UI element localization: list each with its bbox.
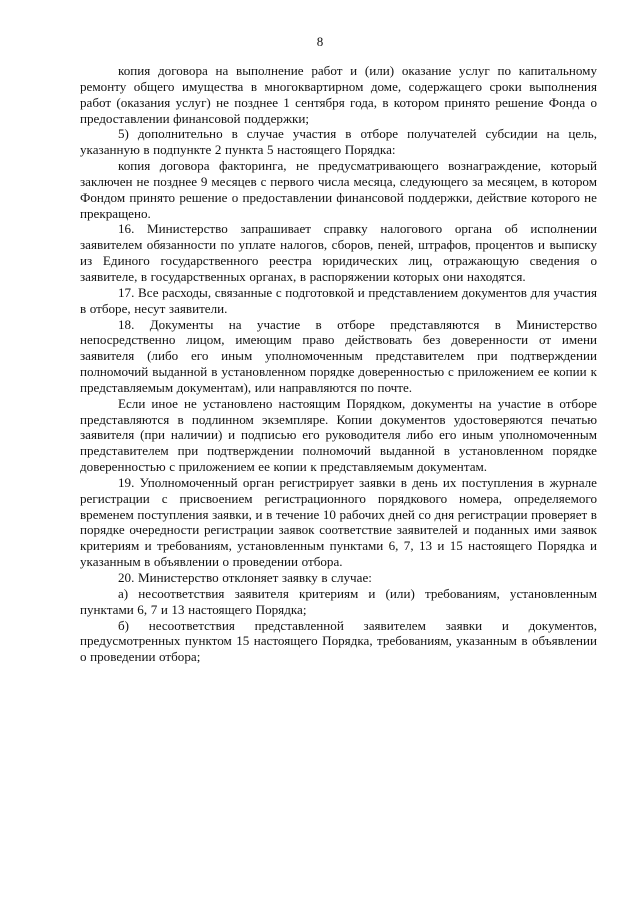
paragraph-contract-copy: копия договора на выполнение работ и (или) оказание услуг по капитальному ремонту общего имущества в многоквартирном доме, содержащего сроки выполнения работ (оказания услуг) не позднее 1 сентября года, в котором принято решение Фонда о предоставлении финансовой поддержки; [80,63,597,126]
paragraph-clause-20-b: б) несоответствия представленной заявителем заявки и документов, предусмотренных пунктом 15 настоящего Порядка, требованиям, указанным в объявлении о проведении отбора; [80,617,597,665]
paragraph-clause-16: 16. Министерство запрашивает справку налогового органа об исполнении заявителем обязанности по уплате налогов, сборов, пеней, штрафов, процентов и выписку из Единого государственного реестра юридических лиц, отражающую сведения о заявителе, в государственных органах, в распоряжении которых они находятся. [80,221,597,284]
paragraph-clause-19: 19. Уполномоченный орган регистрирует заявки в день их поступления в журнале регистрации с присвоением регистрационного порядкового номера, определяемого временем поступления заявки, и в течение 10 рабочих дней со дня регистрации проверяет в порядке очередности регистрации заявок соответствие заявителей и поданных ими заявок критериям и требованиям, установленным пунктами 6, 7, 13 и 15 настоящего Порядка и указанным в объявлении о проведении отбора. [80,474,597,570]
paragraph-clause-18: 18. Документы на участие в отборе представляются в Министерство непосредственно лицом, имеющим право действовать без доверенности от имени заявителя (либо его иным уполномоченным представителем при подтверждении полномочий выданной в установленном порядке доверенностью с приложением ее копии к представляемым документам), или направляются по почте. [80,316,597,395]
paragraph-item-5: 5) дополнительно в случае участия в отборе получателей субсидии на цель, указанную в подпункте 2 пункта 5 настоящего Порядка: [80,126,597,158]
paragraph-documents-originals: Если иное не установлено настоящим Порядком, документы на участие в отборе представляются в подлинном экземпляре. Копии документов удостоверяются печатью заявителя (при наличии) и подписью его руководителя либо его иным уполномоченным представителем при подтверждении полномочий выданной в установленном порядке доверенностью с приложением ее копии к представляемым документам. [80,395,597,475]
paragraph-clause-20: 20. Министерство отклоняет заявку в случае: [118,570,372,585]
document-body [80,63,597,665]
paragraph-factoring-contract: копия договора факторинга, не предусматривающего вознаграждение, который заключен не позднее 9 месяцев с первого числа месяца, следующего за месяцем, в котором Фондом принято решение о предоставлении финансовой поддержки, действие которого не прекращено. [80,158,597,221]
paragraph-clause-17: 17. Все расходы, связанные с подготовкой и представлением документов для участия в отборе, несут заявители. [80,284,597,316]
page-number: 8 [316,34,324,49]
paragraph-clause-20-a: а) несоответствия заявителя критериям и (или) требованиям, установленным пунктами 6, 7 и 13 настоящего Порядка; [80,585,597,617]
